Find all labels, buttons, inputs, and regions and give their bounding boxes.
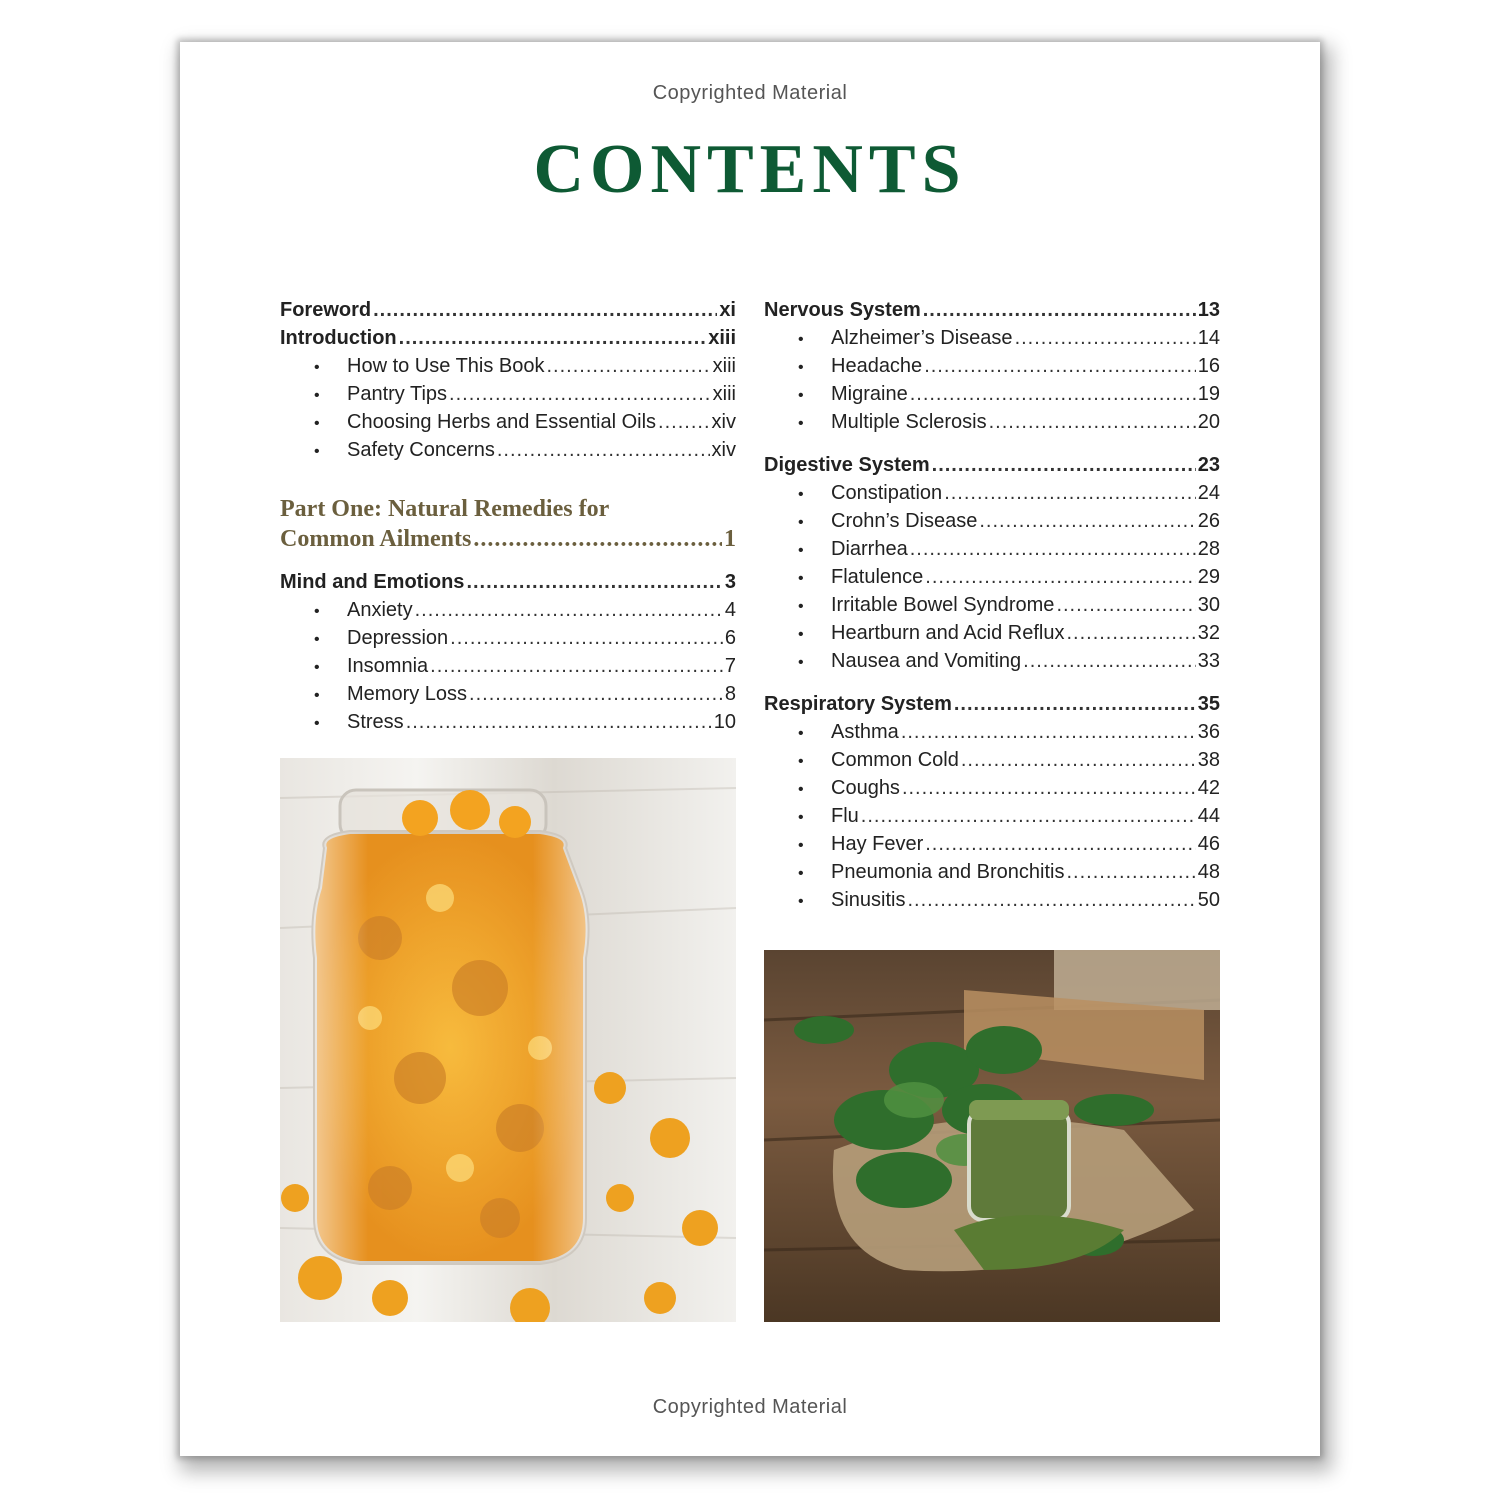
leader-dots [430,652,723,680]
toc-subentry[interactable] [764,746,1220,774]
leader-dots [497,436,710,464]
leader-dots [944,479,1196,507]
toc-entry-label: Nausea and Vomiting [831,650,1022,672]
bullet-icon: • [798,809,804,826]
leader-dots [1015,324,1196,352]
leader-dots [924,352,1196,380]
toc-subentry[interactable] [764,324,1220,352]
toc-entry-page: xiii [712,383,736,405]
bullet-icon: • [798,598,804,615]
toc-entry-label: Constipation [831,482,943,504]
toc-entry-label: Asthma [831,721,899,743]
toc-entry-page: 42 [1197,777,1220,799]
leader-dots [547,352,711,380]
bullet-icon: • [798,486,804,503]
toc-entry-label: Respiratory System [764,693,952,715]
bullet-icon: • [798,359,804,376]
copyright-footer: Copyrighted Material [652,1396,848,1418]
toc-entry-page: 29 [1197,566,1220,588]
toc-entry-label: Memory Loss [347,683,468,705]
toc-right-list [764,296,1220,914]
toc-entry-label: Mind and Emotions [280,571,465,593]
bullet-icon: • [798,725,804,742]
leader-dots [961,746,1196,774]
toc-subentry[interactable] [280,708,736,736]
toc-entry-label: Headache [831,355,923,377]
leader-dots [469,680,723,708]
leader-dots [450,624,723,652]
toc-entry-page: 48 [1197,861,1220,883]
section-gap [764,675,1220,690]
toc-entry-page: 24 [1197,482,1220,504]
toc-left-list-2 [280,568,736,736]
leader-dots [932,451,1196,479]
bullet-icon: • [798,387,804,404]
toc-subentry[interactable] [764,858,1220,886]
toc-entry-page: 7 [724,655,736,677]
leader-dots [1056,591,1195,619]
toc-subentry[interactable] [764,535,1220,563]
leader-dots [979,507,1195,535]
toc-left-list [280,296,736,464]
toc-entry-page: 14 [1197,327,1220,349]
toc-entry-page: 32 [1197,622,1220,644]
bullet-icon: • [314,387,320,404]
toc-entry-label: How to Use This Book [347,355,545,377]
leader-dots [861,802,1196,830]
part-one-heading[interactable] [280,494,736,554]
bullet-icon: • [314,443,320,460]
toc-subentry[interactable] [764,619,1220,647]
leader-dots [902,774,1196,802]
toc-subentry[interactable] [280,652,736,680]
bullet-icon: • [798,514,804,531]
bullet-icon: • [798,654,804,671]
toc-entry-page: 6 [724,627,736,649]
toc-entry-page: 28 [1197,538,1220,560]
bullet-icon: • [314,631,320,648]
toc-entry-label: Sinusitis [831,889,906,911]
toc-subentry[interactable] [280,624,736,652]
toc-subentry[interactable] [764,718,1220,746]
toc-entry-page: xiii [712,355,736,377]
toc-subentry[interactable] [764,479,1220,507]
toc-entry-page: 26 [1197,510,1220,532]
calendula-jar-photo [280,758,736,1322]
leader-dots [923,296,1196,324]
leader-dots [449,380,711,408]
toc-entry-page: 50 [1197,889,1220,911]
toc-entry-page: 33 [1197,650,1220,672]
bullet-icon: • [798,781,804,798]
toc-entry-label: Hay Fever [831,833,924,855]
bullet-icon: • [314,715,320,732]
toc-right-column [764,296,1220,914]
toc-entry-page: 10 [713,711,736,733]
toc-entry-page: 30 [1197,594,1220,616]
toc-subentry[interactable] [764,774,1220,802]
bullet-icon: • [798,626,804,643]
toc-entry-page: 20 [1197,411,1220,433]
copyright-header: Copyrighted Material [652,82,848,104]
toc-entry-label: Irritable Bowel Syndrome [831,594,1055,616]
toc-subentry[interactable] [764,563,1220,591]
toc-subentry[interactable] [280,596,736,624]
leader-dots [658,408,710,436]
toc-entry-page: 46 [1197,833,1220,855]
toc-subentry[interactable] [280,408,736,436]
toc-entry-page: 38 [1197,749,1220,771]
leader-dots [415,596,723,624]
bullet-icon: • [798,415,804,432]
leader-dots [466,568,722,596]
leader-dots [373,296,717,324]
toc-entry-label: Crohn’s Disease [831,510,978,532]
toc-entry-label: Nervous System [764,299,921,321]
leader-dots [907,886,1195,914]
toc-subentry[interactable] [764,830,1220,858]
toc-entry-label: Flu [831,805,859,827]
leader-dots [910,535,1196,563]
toc-entry-page: 13 [1197,299,1220,321]
bullet-icon: • [314,415,320,432]
toc-entry-label: Insomnia [347,655,429,677]
toc-subentry[interactable] [280,436,736,464]
toc-entry-label: Safety Concerns [347,439,495,461]
bullet-icon: • [798,331,804,348]
mint-photo [764,950,1220,1322]
toc-section-entry[interactable] [764,690,1220,718]
toc-entry-page: 4 [724,599,736,621]
toc-entry-label: Choosing Herbs and Essential Oils [347,411,657,433]
bullet-icon: • [314,603,320,620]
bullet-icon: • [798,542,804,559]
bullet-icon: • [798,837,804,854]
part-one-entry [280,524,736,554]
toc-entry-label: Heartburn and Acid Reflux [831,622,1065,644]
toc-subentry[interactable] [764,352,1220,380]
toc-subentry[interactable] [764,802,1220,830]
part-one-line1: Part One: Natural Remedies for [280,496,610,522]
bullet-icon: • [314,359,320,376]
toc-entry-page: 44 [1197,805,1220,827]
toc-entry-label: Digestive System [764,454,930,476]
toc-section-entry[interactable] [280,324,736,352]
bullet-icon: • [314,659,320,676]
toc-subentry[interactable] [280,680,736,708]
part-one-page: 1 [724,526,736,552]
toc-section-entry[interactable] [764,296,1220,324]
bullet-icon: • [798,753,804,770]
leader-dots [925,563,1195,591]
toc-entry-label: Migraine [831,383,908,405]
bullet-icon: • [798,893,804,910]
leader-dots [473,524,722,554]
toc-section-entry[interactable] [280,568,736,596]
section-gap [764,436,1220,451]
bullet-icon: • [798,865,804,882]
toc-entry-page: xiv [711,411,736,433]
toc-entry-label: Foreword [280,299,372,321]
leader-dots [406,708,712,736]
toc-entry-label: Depression [347,627,449,649]
mint-illustration [764,950,1220,1322]
toc-subentry[interactable] [764,647,1220,675]
book-page [180,42,1320,1456]
toc-entry-page: xiv [711,439,736,461]
toc-entry-label: Anxiety [347,599,413,621]
toc-subentry[interactable] [764,408,1220,436]
toc-entry-page: 19 [1197,383,1220,405]
toc-entry-label: Diarrhea [831,538,908,560]
bullet-icon: • [798,570,804,587]
toc-section-entry[interactable] [280,296,736,324]
toc-subentry[interactable] [764,380,1220,408]
bullet-icon: • [314,687,320,704]
toc-entry-label: Coughs [831,777,900,799]
toc-entry-label: Pneumonia and Bronchitis [831,861,1065,883]
part-one-line2: Common Ailments [280,526,472,552]
toc-subentry[interactable] [280,380,736,408]
page-title: CONTENTS [533,131,967,208]
toc-section-entry[interactable] [764,451,1220,479]
leader-dots [910,380,1196,408]
toc-entry-label: Common Cold [831,749,959,771]
toc-entry-label: Introduction [280,327,397,349]
toc-subentry[interactable] [280,352,736,380]
toc-entry-label: Multiple Sclerosis [831,411,987,433]
leader-dots [1023,647,1196,675]
leader-dots [989,408,1196,436]
toc-entry-page: xiii [708,327,736,349]
toc-entry-label: Flatulence [831,566,924,588]
toc-entry-label: Pantry Tips [347,383,448,405]
toc-entry-page: 23 [1197,454,1220,476]
leader-dots [1066,858,1195,886]
leader-dots [954,690,1196,718]
leader-dots [399,324,707,352]
toc-entry-page: 3 [724,571,736,593]
leader-dots [901,718,1196,746]
leader-dots [925,830,1196,858]
toc-subentry[interactable] [764,591,1220,619]
toc-entry-page: 8 [724,683,736,705]
toc-entry-label: Alzheimer’s Disease [831,327,1013,349]
toc-entry-label: Stress [347,711,404,733]
toc-subentry[interactable] [764,507,1220,535]
toc-subentry[interactable] [764,886,1220,914]
leader-dots [1066,619,1195,647]
toc-entry-page: xi [719,299,736,321]
calendula-jar-illustration [280,758,736,1322]
toc-left-column [280,296,736,736]
toc-entry-page: 36 [1197,721,1220,743]
toc-entry-page: 16 [1197,355,1220,377]
toc-entry-page: 35 [1197,693,1220,715]
